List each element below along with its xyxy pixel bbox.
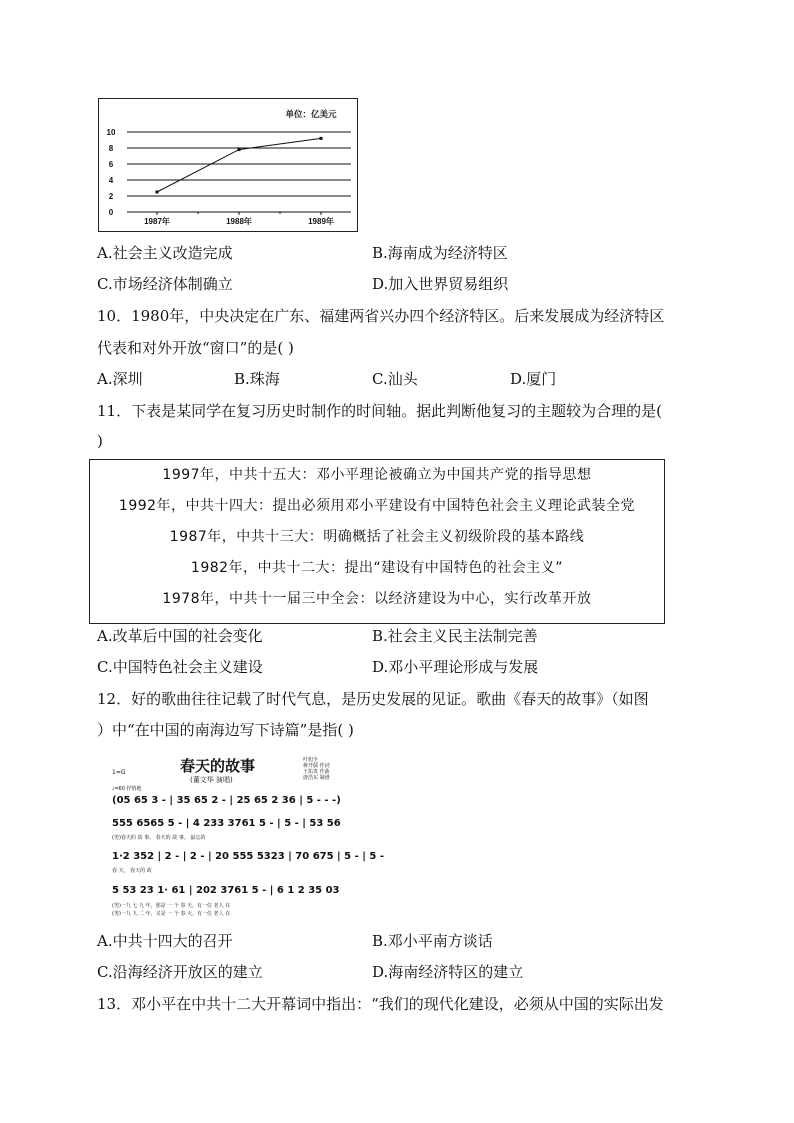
y-tick-label-2: 2 — [108, 192, 114, 201]
timeline-entry-1997: 1997年，中共十五大：邓小平理论被确立为中国共产党的指导思想 — [162, 467, 592, 483]
score-row-4: 5 53 23 1· 61 | 202 3761 5 - | 6 1 2 35 03 — [112, 885, 340, 896]
q12-option-b[interactable]: B.邓小平南方谈话 — [372, 932, 493, 950]
data-point-2 — [320, 137, 323, 140]
q10-stem-line2: 代表和对外开放“窗口”的是( ) — [97, 339, 294, 357]
song-key: 1=G — [112, 769, 126, 776]
q11-option-d[interactable]: D.邓小平理论形成与发展 — [372, 658, 539, 676]
y-tick-label-10: 10 — [106, 128, 116, 137]
timeline-entry-1982: 1982年，中共十二大：提出“建设有中国特色的社会主义” — [190, 560, 564, 576]
q11-option-a[interactable]: A.改革后中国的社会变化 — [97, 627, 263, 645]
q12-option-a[interactable]: A.中共十四大的召开 — [97, 932, 233, 950]
y-tick-label-6: 6 — [108, 160, 114, 169]
song-title: 春天的故事 — [180, 757, 256, 775]
score-row-2: 555 6565 5 - | 4 233 3761 5 - | 5 - | 53 56 — [112, 818, 341, 829]
x-tick-label-1: 1988年 — [226, 217, 252, 226]
lyric-row-4: (男)一九 九 二 年，又是 一 个 春 天，有一位 老人 在 — [112, 911, 231, 917]
q10-option-a[interactable]: A.深圳 — [97, 370, 143, 388]
chart-svg — [99, 99, 357, 231]
timeline-box — [89, 459, 665, 624]
q12-stem-line1: 12．好的歌曲往往记载了时代气息，是历史发展的见证。歌曲《春天的故事》（如图 — [97, 690, 649, 708]
unit-label: 单位：亿美元 — [285, 109, 337, 119]
q11-stem-line2: ) — [97, 432, 103, 450]
q10-option-c[interactable]: C.汕头 — [372, 370, 418, 388]
q13-stem-line1: 13．邓小平在中共十二大开幕词中指出：“我们的现代化建设，必须从中国的实际出发 — [97, 995, 664, 1013]
q10-stem-line1: 10．1980年，中央决定在广东、福建两省兴办四个经济特区。后来发展成为经济特区 — [97, 307, 665, 325]
data-point-1 — [238, 148, 241, 151]
q10-option-b[interactable]: B.珠海 — [234, 370, 280, 388]
song-credit-1: 叶旭全 — [303, 757, 319, 763]
song-credit-4: 唐浩东 制谱 — [303, 775, 330, 781]
q9-option-d[interactable]: D.加入世界贸易组织 — [372, 275, 509, 293]
timeline-entry-1992: 1992年，中共十四大：提出必须用邓小平建设有中国特色社会主义理论武装全党 — [118, 498, 636, 514]
timeline-entry-1978: 1978年，中共十一届三中全会：以经济建设为中心，实行改革开放 — [162, 591, 592, 607]
lyric-row-2: 春 天， 春天的 故 — [112, 868, 152, 874]
data-point-0 — [156, 191, 159, 194]
q11-option-b[interactable]: B.社会主义民主法制完善 — [372, 627, 538, 645]
q11-stem-line1: 11．下表是某同学在复习历史时制作的时间轴。据此判断他复习的主题较为合理的是( — [97, 402, 662, 420]
y-tick-label-4: 4 — [108, 176, 114, 185]
score-row-1: (05 65 3 - | 35 65 2 - | 25 65 2 36 | 5 - - -) — [112, 795, 341, 806]
score-row-3: 1·2 352 | 2 - | 2 - | 20 555 5323 | 70 675 | 5 - | 5 - — [112, 851, 384, 862]
q12-option-d[interactable]: D.海南经济特区的建立 — [372, 963, 524, 981]
x-tick-label-0: 1987年 — [144, 217, 170, 226]
x-tick-label-2: 1989年 — [308, 217, 334, 226]
q12-stem-line2: ）中“在中国的南海边写下诗篇”是指( ) — [97, 721, 354, 739]
song-credit-3: 王佑贵 作曲 — [303, 769, 330, 775]
q9-option-a[interactable]: A.社会主义改造完成 — [97, 244, 233, 262]
song-credit-2: 蒋开儒 作词 — [303, 763, 330, 769]
timeline-entry-1987: 1987年，中共十三大：明确概括了社会主义初级阶段的基本路线 — [169, 529, 585, 545]
song-tempo: ♩=60 抒情地 — [112, 786, 142, 792]
lyric-row-3: (男)一九 七 九 年，那是 一 个 春 天，有一位 老人 在 — [112, 903, 231, 909]
y-tick-label-8: 8 — [108, 144, 114, 153]
song-subtitle: (董文华 演唱) — [190, 776, 233, 784]
q9-option-c[interactable]: C.市场经济体制确立 — [97, 275, 233, 293]
q12-option-c[interactable]: C.沿海经济开放区的建立 — [97, 963, 263, 981]
lyric-row-1: (男)春天的 故 事。 春天的 故 事。 最忘的 — [112, 835, 206, 841]
y-tick-label-0: 0 — [108, 208, 114, 217]
q10-option-d[interactable]: D.厦门 — [510, 370, 557, 388]
q11-option-c[interactable]: C.中国特色社会主义建设 — [97, 658, 263, 676]
sheet-music-image — [110, 755, 384, 920]
line-chart — [98, 98, 358, 232]
q9-option-b[interactable]: B.海南成为经济特区 — [372, 244, 508, 262]
series-line — [157, 138, 321, 192]
